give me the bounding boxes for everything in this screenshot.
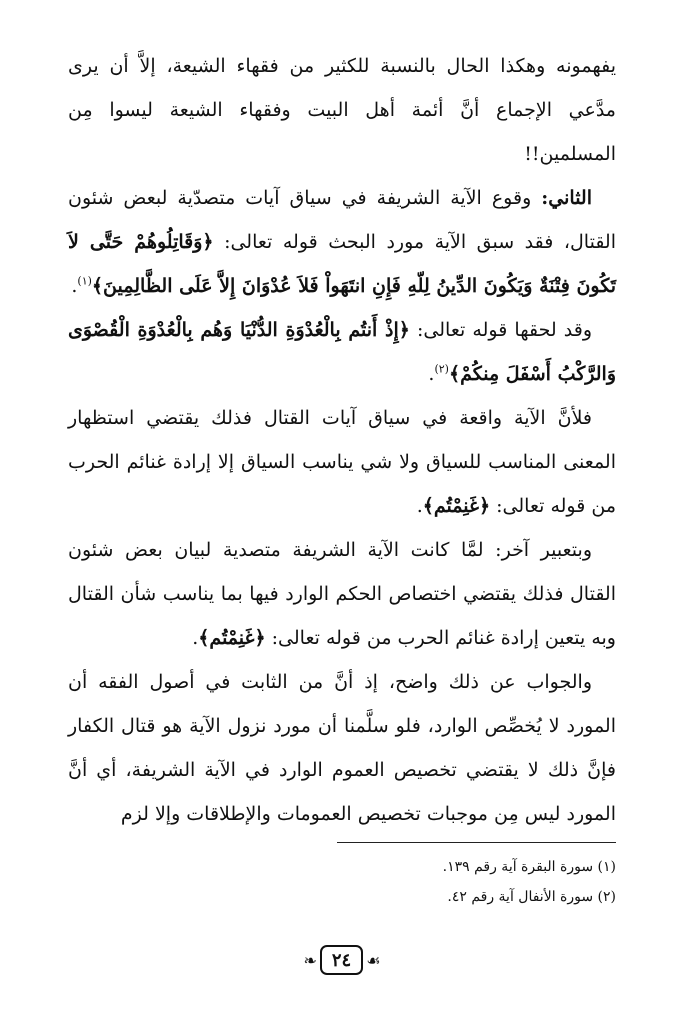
- text-segment: فلأنَّ الآية واقعة في سياق آيات القتال فذلك يقتضي استظهار المعنى المناسب للسياق ولا شي يناسب السياق إلا إرادة غنائم الحرب من قوله تعالى:: [68, 407, 616, 517]
- text-segment: والجواب عن ذلك واضح، إذ أنَّ من الثابت في أصول الفقه أن المورد لا يُخصِّص الوارد، فلو سلَّمنا أن مورد نزول الآية هو قتال الكفار فإنَّ ذلك لا يقتضي تخصيص العموم الوارد في الآية الشريفة، أي أنَّ المورد ليس مِن موجبات تخصيص العمومات والإطلاقات وإلا لزم: [68, 671, 616, 825]
- quran-quote: ﴿إِذْ أَنتُم بِالْعُدْوَةِ الدُّنْيَا وَهُم بِالْعُدْوَةِ الْقُصْوَى وَالرَّكْبُ أَسْفَلَ مِنكُمْ﴾: [68, 319, 616, 385]
- footnotes: [68, 852, 616, 912]
- quran-quote: ﴿غَنِمْتُم﴾: [422, 495, 491, 517]
- text-segment: يفهمونه وهكذا الحال بالنسبة للكثير من فقهاء الشيعة، إلاَّ أن يرى مدَّعي الإجماع أنَّ أئمة أهل البيت وفقهاء الشيعة ليسوا مِن المسلمين!!: [68, 55, 616, 165]
- paragraph-3: [68, 396, 616, 528]
- paragraph-1: [68, 176, 616, 308]
- paragraph-2: [68, 308, 616, 396]
- quran-quote: ﴿غَنِمْتُم﴾: [198, 627, 266, 649]
- text-segment: .: [428, 363, 435, 385]
- ornament-right-icon: ❧: [303, 950, 317, 970]
- text-segment: وبتعبير آخر: لمَّا كانت الآية الشريفة متصدية لبيان بعض شئون القتال فذلك يقتضي اختصاص الحكم الوارد فيها بما يناسب شأن القتال وبه يتعين إرادة غنائم الحرب من قوله تعالى:: [68, 539, 616, 649]
- text-segment: وقوع الآية الشريفة في سياق آيات متصدّية لبعض شئون القتال، فقد سبق الآية مورد البحث قوله تعالى:: [68, 187, 616, 253]
- page-number-text: ٢٤: [331, 949, 352, 971]
- page-number-box: [320, 945, 363, 975]
- page-number: [301, 940, 383, 980]
- footnote-1: (١) سورة البقرة آية رقم ١٣٩.: [442, 859, 616, 875]
- footnote-2: (٢) سورة الأنفال آية رقم ٤٢.: [447, 889, 616, 905]
- footnote-ref: (١): [77, 274, 92, 288]
- quran-quote: ﴿وَقَاتِلُوهُمْ حَتَّى لاَ تَكُونَ فِتْنَةٌ وَيَكُونَ الدِّينُ لِلّهِ فَإِنِ انتَهَواْ فَلاَ عُدْوَانَ إِلاَّ عَلَى الظَّالِمِينَ﴾: [68, 231, 616, 297]
- lead-word: الثاني:: [541, 187, 592, 209]
- paragraph-0: [68, 44, 616, 176]
- text-segment: .: [416, 495, 423, 517]
- paragraph-4: [68, 528, 616, 660]
- paragraph-5: [68, 660, 616, 836]
- footnote-divider: [337, 842, 616, 843]
- main-text: [68, 44, 616, 836]
- footnote-ref: (٢): [434, 362, 449, 376]
- text-segment: .: [71, 275, 78, 297]
- ornament-left-icon: ☙: [366, 950, 381, 970]
- text-segment: وقد لحقها قوله تعالى:: [409, 319, 592, 341]
- text-segment: .: [192, 627, 199, 649]
